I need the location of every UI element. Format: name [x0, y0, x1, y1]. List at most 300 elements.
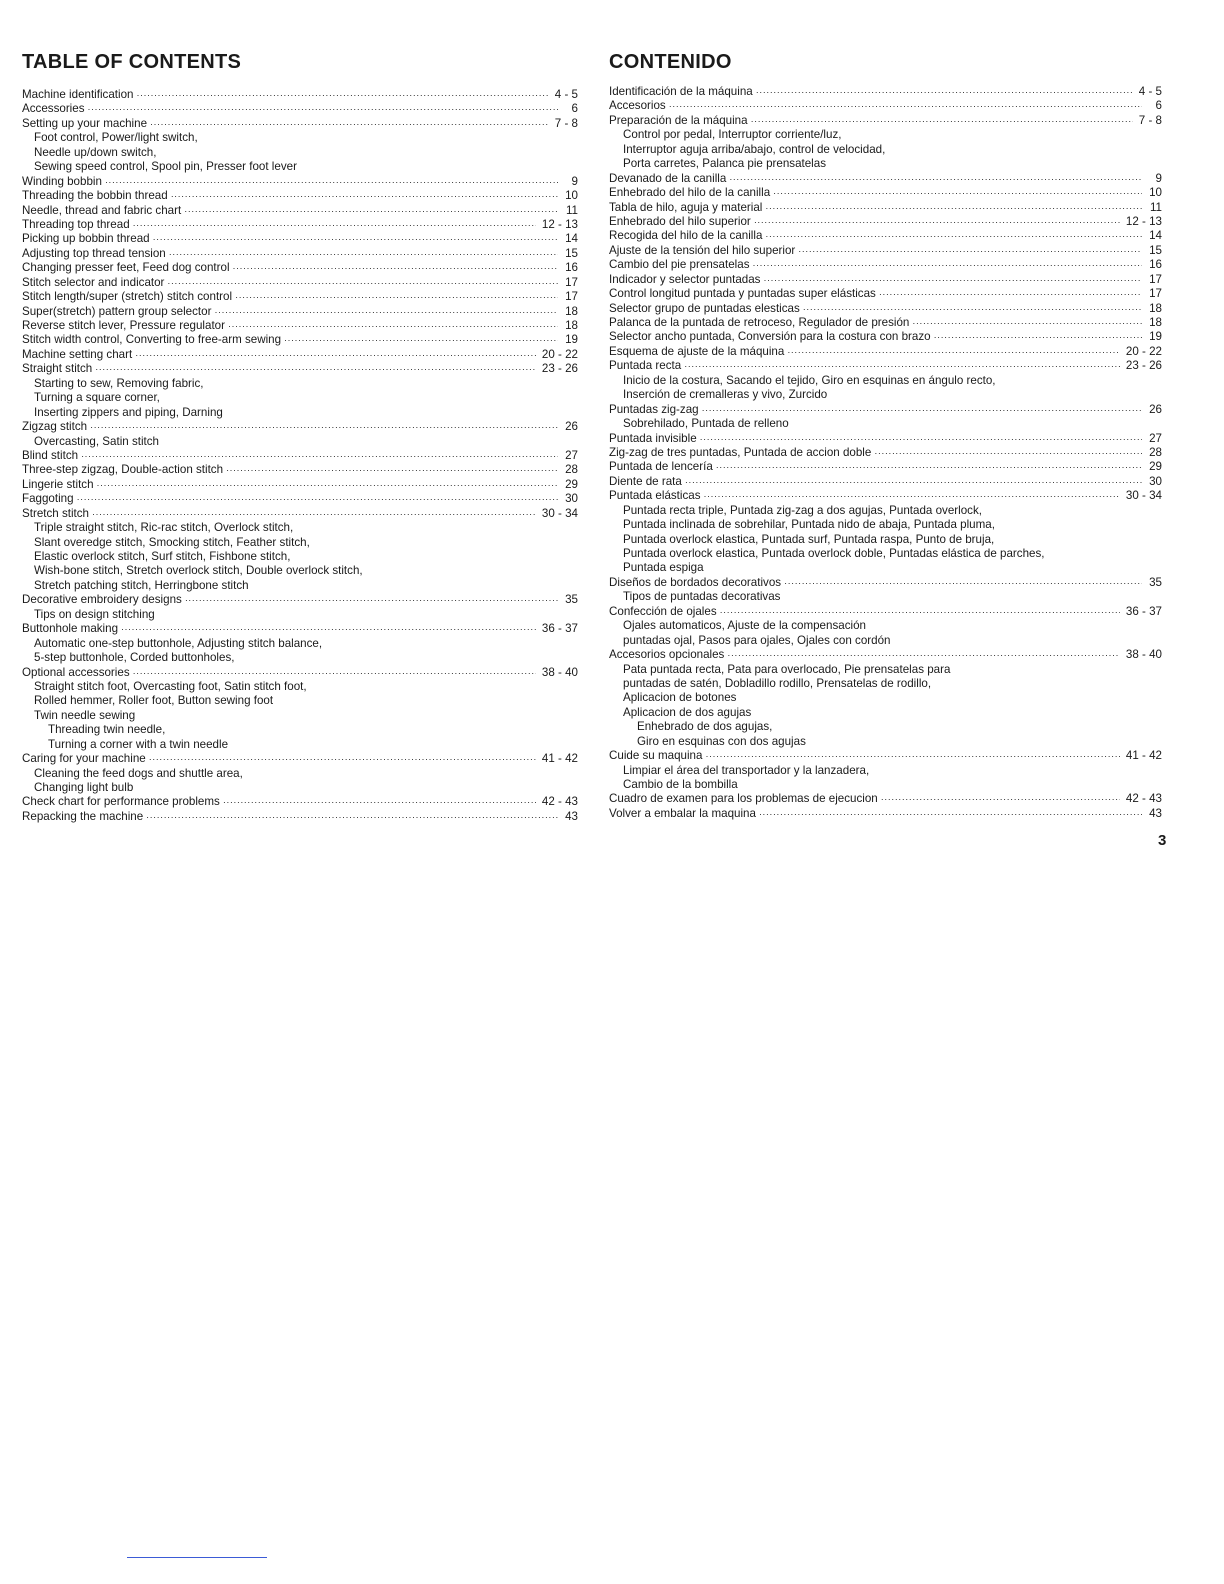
- toc-leader-dots: [233, 261, 558, 275]
- toc-leader-dots: [284, 333, 558, 347]
- toc-entry: [609, 533, 1162, 547]
- toc-leader-dots: [765, 201, 1142, 215]
- toc-entry: [22, 608, 578, 622]
- toc-leader-dots: [214, 305, 558, 319]
- toc-entry-label: Puntadas zig-zag: [609, 402, 699, 416]
- toc-entry: [22, 117, 578, 131]
- toc-subentry-label: puntadas de satén, Dobladillo rodillo, Prensatelas de rodillo,: [623, 676, 932, 690]
- toc-entry-label: Stitch width control, Converting to free-arm sewing: [22, 333, 282, 347]
- toc-subentry-label: Sobrehilado, Puntada de relleno: [623, 417, 789, 431]
- toc-entry: [22, 752, 578, 766]
- toc-entry-page: 20 - 22: [1125, 344, 1162, 358]
- toc-entry-label: Straight stitch: [22, 362, 93, 376]
- toc-entry-page: 30 - 34: [541, 506, 578, 520]
- toc-subentry-label: Needle up/down switch,: [34, 145, 157, 159]
- toc-entry: [22, 651, 578, 665]
- toc-leader-dots: [720, 605, 1120, 619]
- toc-entry: [22, 709, 578, 723]
- toc-entry: [609, 590, 1162, 604]
- toc-entry: [22, 362, 578, 376]
- toc-leader-dots: [765, 229, 1142, 243]
- toc-entry-page: 11: [1149, 200, 1162, 214]
- toc-entry: [22, 767, 578, 781]
- toc-subentry-label: Threading twin needle,: [48, 723, 166, 737]
- toc-entry: [609, 186, 1162, 200]
- toc-entry: [609, 605, 1162, 619]
- toc-entry-page: 28: [565, 463, 578, 477]
- toc-leader-dots: [105, 175, 558, 189]
- toc-entry-page: 28: [1149, 445, 1162, 459]
- toc-entry: [609, 576, 1162, 590]
- toc-entry-page: 10: [1149, 186, 1162, 200]
- toc-entry-page: 10: [565, 189, 578, 203]
- toc-entry: [609, 460, 1162, 474]
- toc-leader-dots: [150, 117, 549, 131]
- toc-entry: [22, 218, 578, 232]
- toc-entry-label: Threading top thread: [22, 217, 130, 231]
- toc-entry-label: Puntada elásticas: [609, 489, 701, 503]
- toc-entry-page: 7 - 8: [554, 116, 578, 130]
- toc-entry: [22, 521, 578, 535]
- toc-leader-dots: [81, 449, 558, 463]
- toc-subentry-label: Inserción de cremalleras y vivo, Zurcido: [623, 388, 828, 402]
- toc-entry: [609, 475, 1162, 489]
- toc-column-english: [22, 50, 578, 824]
- toc-entry-label: Changing presser feet, Feed dog control: [22, 261, 230, 275]
- toc-subentry-label: Puntada espiga: [623, 561, 704, 575]
- toc-entry: [22, 189, 578, 203]
- toc-entry-label: Reverse stitch lever, Pressure regulator: [22, 319, 225, 332]
- toc-entry: [609, 403, 1162, 417]
- toc-entry: [609, 388, 1162, 402]
- toc-entry-label: Puntada de lencería: [609, 460, 713, 474]
- toc-entry-label: Cuadro de examen para los problemas de ejecucion: [609, 792, 878, 806]
- toc-leader-dots: [171, 189, 558, 203]
- toc-leader-dots: [705, 749, 1119, 763]
- toc-subentry-label: Turning a corner with a twin needle: [48, 737, 229, 751]
- toc-subentry-label: Wish-bone stitch, Stretch overlock stitch, Double overlock stitch,: [34, 564, 363, 578]
- toc-entry: [609, 489, 1162, 503]
- toc-entry-page: 23 - 26: [1125, 359, 1162, 373]
- toc-entry: [22, 377, 578, 391]
- toc-subentry-label: Turning a square corner,: [34, 391, 160, 405]
- toc-subentry-label: Aplicacion de dos agujas: [623, 705, 752, 719]
- toc-entry: [22, 622, 578, 636]
- toc-entry: [609, 677, 1162, 691]
- toc-entry: [22, 435, 578, 449]
- toc-entry: [22, 637, 578, 651]
- toc-entry-page: 38 - 40: [541, 665, 578, 679]
- toc-entry-label: Palanca de la puntada de retroceso, Regulador de presión: [609, 316, 910, 329]
- toc-entry: [22, 146, 578, 160]
- toc-subentry-label: Twin needle sewing: [34, 708, 136, 722]
- toc-entry-page: 38 - 40: [1125, 648, 1162, 662]
- toc-entry-page: 17: [565, 275, 578, 289]
- toc-entry-label: Tabla de hilo, aguja y material: [609, 200, 763, 214]
- toc-entry: [609, 287, 1162, 301]
- toc-entry: [609, 157, 1162, 171]
- toc-entry-page: 12 - 13: [1125, 214, 1162, 228]
- toc-entry-label: Esquema de ajuste de la máquina: [609, 344, 785, 358]
- toc-leader-dots: [934, 330, 1142, 344]
- toc-entry: [609, 663, 1162, 677]
- toc-entry-label: Blind stitch: [22, 448, 79, 462]
- toc-entry-page: 11: [565, 203, 578, 217]
- toc-entry: [22, 319, 578, 333]
- toc-leader-dots: [184, 204, 558, 218]
- toc-entry-page: 41 - 42: [541, 752, 578, 766]
- toc-entry-label: Caring for your machine: [22, 752, 146, 766]
- toc-leader-dots: [773, 186, 1142, 200]
- toc-entry: [609, 359, 1162, 373]
- toc-entry-label: Diseños de bordados decorativos: [609, 575, 782, 589]
- toc-entry-label: Stitch length/super (stretch) stitch control: [22, 290, 233, 304]
- toc-leader-dots: [167, 276, 558, 290]
- toc-entry: [22, 276, 578, 290]
- toc-entry: [609, 807, 1162, 821]
- toc-entry-page: 26: [1149, 402, 1162, 416]
- toc-leader-dots: [787, 345, 1120, 359]
- toc-subentry-label: Slant overedge stitch, Smocking stitch, Feather stitch,: [34, 535, 310, 549]
- toc-entry-page: 43: [1149, 806, 1162, 820]
- toc-entry: [22, 420, 578, 434]
- toc-entry: [22, 694, 578, 708]
- toc-entry: [22, 333, 578, 347]
- toc-entry: [609, 374, 1162, 388]
- toc-subentry-label: Straight stitch foot, Overcasting foot, Satin stitch foot,: [34, 679, 307, 693]
- toc-subentry-label: Starting to sew, Removing fabric,: [34, 376, 204, 390]
- toc-entry-label: Decorative embroidery designs: [22, 593, 182, 607]
- toc-subentry-label: Sewing speed control, Spool pin, Presser foot lever: [34, 160, 297, 174]
- toc-entry: [22, 247, 578, 261]
- toc-entry: [22, 564, 578, 578]
- toc-entry: [609, 764, 1162, 778]
- toc-entry-page: 43: [565, 809, 578, 823]
- toc-subentry-label: Aplicacion de botones: [623, 691, 737, 705]
- toc-subentry-label: Inserting zippers and piping, Darning: [34, 405, 223, 419]
- toc-entry: [609, 504, 1162, 518]
- toc-entry-page: 42 - 43: [1125, 792, 1162, 806]
- toc-leader-dots: [754, 215, 1120, 229]
- toc-entry: [22, 232, 578, 246]
- toc-entry: [22, 579, 578, 593]
- toc-entry-label: Needle, thread and fabric chart: [22, 203, 182, 217]
- toc-leader-dots: [702, 403, 1142, 417]
- toc-entry-page: 19: [565, 333, 578, 347]
- toc-entry: [609, 345, 1162, 359]
- toc-entry: [609, 201, 1162, 215]
- toc-entry-label: Setting up your machine: [22, 116, 148, 130]
- toc-leader-dots: [146, 810, 558, 824]
- toc-entry: [609, 99, 1162, 113]
- toc-leader-dots: [751, 114, 1133, 128]
- toc-entry: [22, 680, 578, 694]
- toc-entry: [609, 85, 1162, 99]
- toc-leader-dots: [90, 420, 558, 434]
- toc-leader-dots: [700, 432, 1142, 446]
- toc-entry-label: Faggoting: [22, 492, 74, 506]
- toc-leader-dots: [169, 247, 558, 261]
- toc-entry-label: Stretch stitch: [22, 506, 90, 520]
- toc-leader-dots: [235, 290, 558, 304]
- toc-column-spanish: [609, 50, 1162, 821]
- page-number: 3: [1158, 832, 1167, 849]
- toc-entry: [609, 561, 1162, 575]
- toc-entry-page: 17: [1149, 272, 1162, 286]
- toc-title-english: TABLE OF CONTENTS: [22, 51, 242, 73]
- toc-entry: [609, 143, 1162, 157]
- toc-entry: [609, 518, 1162, 532]
- toc-entry: [22, 305, 578, 319]
- toc-entry-page: 7 - 8: [1138, 113, 1162, 127]
- toc-subentry-label: Tipos de puntadas decorativas: [623, 590, 781, 604]
- toc-entry: [22, 781, 578, 795]
- toc-entry: [609, 634, 1162, 648]
- toc-entry: [22, 131, 578, 145]
- toc-entry-page: 17: [565, 290, 578, 304]
- toc-entry-page: 18: [565, 319, 578, 332]
- toc-subentry-label: Porta carretes, Palanca pie prensatelas: [623, 157, 827, 171]
- toc-entry: [609, 258, 1162, 272]
- toc-leader-dots: [803, 302, 1142, 316]
- toc-entry-label: Puntada invisible: [609, 431, 697, 445]
- toc-subentry-label: Control por pedal, Interruptor corriente/luz,: [623, 128, 842, 142]
- toc-entry-label: Repacking the machine: [22, 809, 144, 823]
- toc-entry-page: 42 - 43: [541, 795, 578, 809]
- toc-entry-label: Ajuste de la tensión del hilo superior: [609, 243, 796, 257]
- toc-list-spanish: [609, 85, 1162, 821]
- toc-entry-page: 18: [565, 304, 578, 318]
- toc-entry-label: Puntada recta: [609, 359, 682, 373]
- toc-leader-dots: [133, 666, 536, 680]
- toc-entry-label: Zigzag stitch: [22, 420, 88, 434]
- toc-entry-label: Buttonhole making: [22, 622, 119, 636]
- toc-entry: [22, 102, 578, 116]
- toc-subentry-label: Ojales automaticos, Ajuste de la compensación: [623, 619, 866, 633]
- toc-entry-page: 29: [565, 477, 578, 491]
- toc-entry-page: 4 - 5: [1138, 85, 1162, 98]
- toc-subentry-label: Limpiar el área del transportador y la lanzadera,: [623, 763, 870, 777]
- toc-entry-page: 19: [1149, 330, 1162, 344]
- toc-entry-page: 29: [1149, 460, 1162, 474]
- toc-leader-dots: [226, 463, 558, 477]
- toc-entry-page: 6: [571, 102, 578, 116]
- toc-entry-page: 27: [565, 448, 578, 462]
- toc-entry: [609, 229, 1162, 243]
- toc-entry-page: 30: [1149, 474, 1162, 488]
- toc-entry-label: Volver a embalar la maquina: [609, 806, 756, 820]
- toc-entry: [609, 316, 1162, 330]
- toc-subentry-label: puntadas ojal, Pasos para ojales, Ojales con cordón: [623, 633, 891, 647]
- toc-entry: [22, 463, 578, 477]
- toc-entry-page: 16: [1149, 258, 1162, 272]
- toc-entry: [22, 795, 578, 809]
- footer-rule: [127, 1557, 267, 1558]
- toc-leader-dots: [185, 593, 558, 607]
- toc-subentry-label: Pata puntada recta, Pata para overlocado, Pie prensatelas para: [623, 662, 951, 676]
- toc-entry: [22, 723, 578, 737]
- toc-entry: [609, 417, 1162, 431]
- toc-entry: [609, 720, 1162, 734]
- toc-entry-label: Winding bobbin: [22, 174, 102, 188]
- toc-entry: [609, 792, 1162, 806]
- toc-entry-page: 14: [1149, 229, 1162, 243]
- toc-leader-dots: [228, 319, 558, 333]
- toc-entry: [609, 432, 1162, 446]
- toc-entry-page: 30 - 34: [1125, 489, 1162, 503]
- toc-entry: [22, 593, 578, 607]
- toc-entry-page: 9: [1155, 171, 1162, 185]
- toc-entry-page: 18: [1149, 301, 1162, 315]
- toc-entry-page: 20 - 22: [541, 347, 578, 361]
- toc-entry-page: 35: [565, 593, 578, 607]
- toc-entry-label: Cuide su maquina: [609, 749, 703, 763]
- toc-entry-page: 9: [571, 174, 578, 188]
- toc-entry: [22, 550, 578, 564]
- toc-leader-dots: [669, 99, 1142, 113]
- toc-entry: [22, 810, 578, 824]
- toc-entry-page: 35: [1149, 575, 1162, 589]
- toc-entry: [22, 261, 578, 275]
- toc-leader-dots: [684, 359, 1120, 373]
- toc-entry: [22, 507, 578, 521]
- toc-entry: [609, 778, 1162, 792]
- toc-entry-page: 16: [565, 261, 578, 275]
- toc-entry: [609, 273, 1162, 287]
- toc-entry-label: Recogida del hilo de la canilla: [609, 229, 763, 243]
- toc-leader-dots: [97, 478, 558, 492]
- toc-entry-label: Check chart for performance problems: [22, 795, 220, 809]
- toc-entry-label: Enhebrado del hilo de la canilla: [609, 186, 771, 200]
- toc-entry-label: Diente de rata: [609, 474, 682, 488]
- toc-leader-dots: [133, 218, 536, 232]
- toc-entry: [22, 290, 578, 304]
- toc-entry: [609, 215, 1162, 229]
- toc-entry: [609, 114, 1162, 128]
- toc-entry-label: Preparación de la máquina: [609, 113, 748, 127]
- toc-entry-label: Stitch selector and indicator: [22, 275, 165, 289]
- toc-leader-dots: [798, 244, 1142, 258]
- toc-leader-dots: [729, 172, 1142, 186]
- toc-entry-label: Accesorios: [609, 99, 666, 113]
- toc-entry-label: Threading the bobbin thread: [22, 189, 168, 203]
- toc-leader-dots: [784, 576, 1142, 590]
- toc-subentry-label: Puntada inclinada de sobrehilar, Puntada nido de abaja, Puntada pluma,: [623, 518, 995, 532]
- toc-entry: [609, 749, 1162, 763]
- toc-leader-dots: [756, 85, 1133, 99]
- toc-entry-page: 36 - 37: [1125, 604, 1162, 618]
- toc-entry: [22, 348, 578, 362]
- toc-entry: [22, 492, 578, 506]
- toc-entry-label: Adjusting top thread tension: [22, 246, 166, 260]
- toc-subentry-label: Puntada recta triple, Puntada zig-zag a dos agujas, Puntada overlock,: [623, 503, 982, 517]
- toc-leader-dots: [763, 273, 1142, 287]
- toc-leader-dots: [88, 102, 559, 116]
- toc-leader-dots: [881, 792, 1120, 806]
- toc-entry: [609, 244, 1162, 258]
- toc-entry-label: Lingerie stitch: [22, 477, 94, 491]
- toc-entry: [609, 547, 1162, 561]
- toc-leader-dots: [912, 316, 1142, 330]
- toc-entry-page: 14: [565, 232, 578, 246]
- toc-entry-page: 17: [1149, 287, 1162, 301]
- toc-entry-page: 23 - 26: [541, 362, 578, 376]
- toc-subentry-label: 5-step buttonhole, Corded buttonholes,: [34, 651, 235, 665]
- toc-entry: [22, 406, 578, 420]
- toc-entry: [22, 449, 578, 463]
- toc-entry-label: Machine setting chart: [22, 347, 133, 361]
- toc-entry-label: Accesorios opcionales: [609, 648, 725, 662]
- toc-entry-label: Picking up bobbin thread: [22, 232, 150, 246]
- toc-entry-page: 30: [565, 492, 578, 506]
- toc-entry: [609, 172, 1162, 186]
- toc-subentry-label: Automatic one-step buttonhole, Adjusting stitch balance,: [34, 636, 323, 650]
- toc-subentry-label: Rolled hemmer, Roller foot, Button sewing foot: [34, 694, 274, 708]
- toc-entry: [22, 175, 578, 189]
- toc-subentry-label: Puntada overlock elastica, Puntada surf, Puntada raspa, Punto de bruja,: [623, 532, 995, 546]
- toc-entry-label: Devanado de la canilla: [609, 171, 727, 185]
- toc-entry: [22, 738, 578, 752]
- toc-entry-page: 15: [565, 246, 578, 260]
- toc-leader-dots: [879, 287, 1142, 301]
- toc-subentry-label: Enhebrado de dos agujas,: [637, 720, 773, 734]
- toc-entry-page: 26: [565, 420, 578, 434]
- toc-entry-page: 36 - 37: [541, 622, 578, 636]
- toc-entry: [609, 330, 1162, 344]
- toc-entry-page: 41 - 42: [1125, 749, 1162, 763]
- toc-leader-dots: [727, 648, 1120, 662]
- toc-entry-label: Zig-zag de tres puntadas, Puntada de accion doble: [609, 445, 872, 459]
- toc-entry: [22, 160, 578, 174]
- toc-entry-label: Cambio del pie prensatelas: [609, 258, 750, 272]
- toc-entry: [22, 666, 578, 680]
- toc-entry: [22, 88, 578, 102]
- toc-subentry-label: Tips on design stitching: [34, 607, 155, 621]
- toc-entry-label: Machine identification: [22, 88, 134, 101]
- toc-leader-dots: [874, 446, 1142, 460]
- toc-leader-dots: [223, 795, 536, 809]
- toc-leader-dots: [149, 752, 536, 766]
- toc-entry-label: Confección de ojales: [609, 604, 717, 618]
- toc-leader-dots: [704, 489, 1120, 503]
- toc-entry: [22, 391, 578, 405]
- toc-leader-dots: [121, 622, 536, 636]
- toc-subentry-label: Interruptor aguja arriba/abajo, control de velocidad,: [623, 142, 886, 156]
- toc-subentry-label: Stretch patching stitch, Herringbone stitch: [34, 578, 249, 592]
- toc-subentry-label: Cleaning the feed dogs and shuttle area,: [34, 766, 243, 780]
- toc-leader-dots: [137, 88, 549, 102]
- toc-entry-label: Accessories: [22, 102, 85, 116]
- toc-entry-label: Indicador y selector puntadas: [609, 272, 761, 286]
- toc-entry-label: Three-step zigzag, Double-action stitch: [22, 463, 224, 477]
- toc-subentry-label: Puntada overlock elastica, Puntada overlock doble, Puntadas elástica de parches,: [623, 547, 1045, 560]
- toc-subentry-label: Triple straight stitch, Ric-rac stitch, Overlock stitch,: [34, 521, 294, 535]
- toc-title-spanish: CONTENIDO: [609, 51, 732, 73]
- toc-entry-label: Selector grupo de puntadas elesticas: [609, 301, 800, 315]
- toc-entry: [609, 691, 1162, 705]
- toc-subentry-label: Overcasting, Satin stitch: [34, 434, 160, 448]
- toc-entry-label: Identificación de la máquina: [609, 85, 753, 98]
- toc-entry-page: 12 - 13: [541, 217, 578, 231]
- toc-entry: [609, 128, 1162, 142]
- toc-entry: [22, 204, 578, 218]
- toc-entry-page: 4 - 5: [554, 88, 578, 101]
- toc-leader-dots: [759, 807, 1142, 821]
- toc-leader-dots: [92, 507, 536, 521]
- toc-entry-page: 18: [1149, 316, 1162, 329]
- toc-entry-page: 6: [1155, 99, 1162, 113]
- toc-entry: [609, 648, 1162, 662]
